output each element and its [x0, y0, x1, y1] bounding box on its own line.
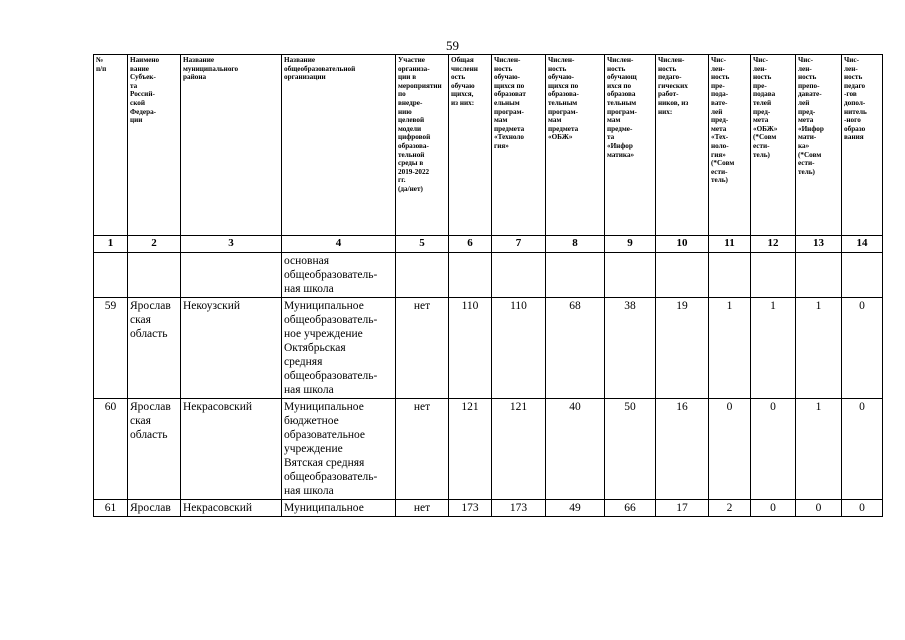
- teachers-cell: [656, 253, 709, 298]
- additional-education-teachers-cell: [842, 253, 883, 298]
- header-cell: Чис- лен- ность препо- давате- лей пред- мета «Инфор мати- ка» (*Совм ести- тель): [796, 55, 842, 236]
- header-cell: № п/п: [94, 55, 128, 236]
- obzh-teachers-cell: 1: [751, 298, 796, 399]
- header-cell: Чис- лен- ность пре- подава телей пред- мета «ОБЖ» (*Совм ести- тель): [751, 55, 796, 236]
- column-number: 14: [842, 236, 883, 253]
- technology-teachers-cell: 2: [709, 500, 751, 517]
- column-number: 1: [94, 236, 128, 253]
- row-number: 60: [94, 399, 128, 500]
- total-students-cell: 173: [449, 500, 492, 517]
- obzh-teachers-cell: 0: [751, 500, 796, 517]
- additional-education-teachers-cell: 0: [842, 298, 883, 399]
- column-number: 5: [396, 236, 449, 253]
- header-cell: Общая численн ость обучаю щихся, из них:: [449, 55, 492, 236]
- obzh-students-cell: [546, 253, 605, 298]
- participation-cell: нет: [396, 399, 449, 500]
- region-cell: Ярослав ская область: [128, 298, 181, 399]
- organization-cell: Муниципальное общеобразователь- ное учреждение Октябрьская средняя общеобразователь- ная школа: [282, 298, 396, 399]
- column-number: 6: [449, 236, 492, 253]
- informatics-students-cell: [605, 253, 656, 298]
- teachers-cell: 17: [656, 500, 709, 517]
- participation-cell: нет: [396, 298, 449, 399]
- region-cell: Ярослав: [128, 500, 181, 517]
- column-number: 4: [282, 236, 396, 253]
- column-number: 12: [751, 236, 796, 253]
- header-cell: Числен- ность обучаю- щихся по образоват ельным програм- мам предмета «Техноло гия»: [492, 55, 546, 236]
- total-students-cell: 121: [449, 399, 492, 500]
- header-cell: Чис- лен- ность пре- пода- вате- лей пред- мета «Тех- ноло- гия» (*Совм ести- тель): [709, 55, 751, 236]
- informatics-teachers-cell: 1: [796, 399, 842, 500]
- header-cell: Числен- ность педаго- гических работ- ников, из них:: [656, 55, 709, 236]
- header-cell: Чис- лен- ность педаго -гов допол- нитель -ного образо вания: [842, 55, 883, 236]
- header-row: [94, 55, 883, 236]
- organization-cell: Муниципальное: [282, 500, 396, 517]
- row-number: [94, 253, 128, 298]
- informatics-teachers-cell: 1: [796, 298, 842, 399]
- technology-students-cell: [492, 253, 546, 298]
- informatics-students-cell: 38: [605, 298, 656, 399]
- district-cell: Некрасовский: [181, 500, 282, 517]
- participation-cell: нет: [396, 500, 449, 517]
- additional-education-teachers-cell: 0: [842, 399, 883, 500]
- header-cell: Числен- ность обучаю- щихся по образова- тельным програм- мам предмета «ОБЖ»: [546, 55, 605, 236]
- column-number-row: [94, 236, 883, 253]
- data-table: [93, 54, 883, 517]
- header-cell: Участие организа- ции в мероприятии по внедре- нию целевой модели цифровой образова- тельной среды в 2019-2022 гг. (да/нет): [396, 55, 449, 236]
- header-cell: Название общеобразовательной организации: [282, 55, 396, 236]
- total-students-cell: [449, 253, 492, 298]
- row-number: 59: [94, 298, 128, 399]
- header-cell: Название муниципального района: [181, 55, 282, 236]
- obzh-teachers-cell: [751, 253, 796, 298]
- informatics-students-cell: 50: [605, 399, 656, 500]
- table-row: [94, 253, 883, 298]
- column-number: 13: [796, 236, 842, 253]
- total-students-cell: 110: [449, 298, 492, 399]
- page-number: 59: [446, 38, 459, 53]
- column-number: 11: [709, 236, 751, 253]
- header-cell: Наимено вание Субъек- та Россий- ской Федера- ции: [128, 55, 181, 236]
- column-number: 9: [605, 236, 656, 253]
- organization-cell: основная общеобразователь- ная школа: [282, 253, 396, 298]
- table-row: [94, 298, 883, 399]
- technology-students-cell: 121: [492, 399, 546, 500]
- row-number: 61: [94, 500, 128, 517]
- table-row: [94, 500, 883, 517]
- organization-cell: Муниципальное бюджетное образовательное учреждение Вятская средняя общеобразователь- ная школа: [282, 399, 396, 500]
- technology-teachers-cell: [709, 253, 751, 298]
- obzh-teachers-cell: 0: [751, 399, 796, 500]
- informatics-teachers-cell: [796, 253, 842, 298]
- district-cell: [181, 253, 282, 298]
- column-number: 8: [546, 236, 605, 253]
- column-number: 3: [181, 236, 282, 253]
- informatics-teachers-cell: 0: [796, 500, 842, 517]
- column-number: 7: [492, 236, 546, 253]
- technology-students-cell: 110: [492, 298, 546, 399]
- district-cell: Некрасовский: [181, 399, 282, 500]
- participation-cell: [396, 253, 449, 298]
- region-cell: Ярослав ская область: [128, 399, 181, 500]
- informatics-students-cell: 66: [605, 500, 656, 517]
- obzh-students-cell: 49: [546, 500, 605, 517]
- technology-students-cell: 173: [492, 500, 546, 517]
- additional-education-teachers-cell: 0: [842, 500, 883, 517]
- teachers-cell: 16: [656, 399, 709, 500]
- teachers-cell: 19: [656, 298, 709, 399]
- region-cell: [128, 253, 181, 298]
- technology-teachers-cell: 1: [709, 298, 751, 399]
- obzh-students-cell: 68: [546, 298, 605, 399]
- technology-teachers-cell: 0: [709, 399, 751, 500]
- column-number: 2: [128, 236, 181, 253]
- district-cell: Некоузский: [181, 298, 282, 399]
- header-cell: Числен- ность обучающ ихся по образова тельным програм- мам предме- та «Инфор матика»: [605, 55, 656, 236]
- table-row: [94, 399, 883, 500]
- obzh-students-cell: 40: [546, 399, 605, 500]
- column-number: 10: [656, 236, 709, 253]
